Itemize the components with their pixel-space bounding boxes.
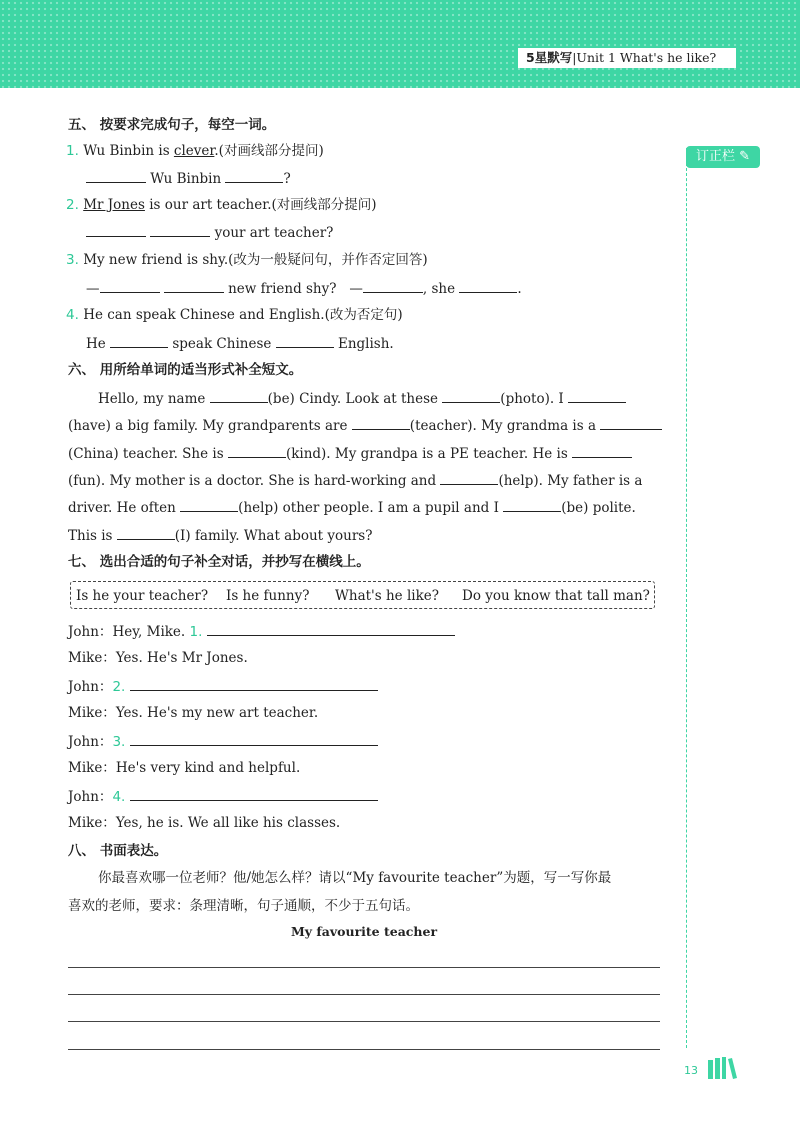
s6-line — [68, 526, 372, 545]
answer-blank[interactable] — [210, 389, 268, 403]
s5-q4 — [66, 306, 403, 324]
answer-blank[interactable] — [572, 444, 632, 458]
answer-blank[interactable] — [225, 169, 283, 183]
correction-column-tag — [686, 146, 760, 168]
header-band — [0, 0, 800, 88]
q4-answer-pre: He — [86, 336, 111, 352]
s6-line — [68, 444, 632, 463]
answer-blank[interactable] — [86, 223, 146, 237]
dialog-line — [68, 704, 318, 722]
answer-blank[interactable] — [442, 389, 500, 403]
option-1: Is he your teacher? — [76, 588, 209, 604]
writing-line[interactable] — [68, 994, 660, 995]
header-label — [518, 48, 736, 68]
s6-line — [68, 498, 636, 517]
q2-underlined: Mr Jones — [83, 197, 145, 213]
answer-blank[interactable] — [568, 389, 626, 403]
q1-underlined: clever — [173, 143, 215, 159]
correction-column-label: 订正栏 — [695, 149, 735, 164]
q2-instruction: is our art teacher.(对画线部分提问) — [144, 197, 377, 213]
dialog-speaker: John： — [68, 624, 113, 640]
essay-title: My favourite teacher — [290, 924, 438, 939]
passage-text: (photo). I — [500, 391, 569, 407]
passage-text: (teacher). My grandma is a — [409, 418, 601, 434]
header-separator: | — [572, 50, 577, 65]
s5-q3 — [66, 251, 428, 269]
option-2: Is he funny? — [226, 588, 310, 604]
option-4: Do you know that tall man? — [462, 588, 650, 604]
answer-blank[interactable] — [363, 279, 423, 293]
s5-q2-answer — [86, 223, 333, 242]
q1-pre: Wu Binbin is — [83, 143, 174, 159]
section-5-title: 五、 按要求完成句子，每空一词。 — [68, 117, 276, 133]
s5-q3-answer — [86, 279, 522, 298]
q4-answer-end: English. — [333, 336, 394, 352]
answer-blank[interactable] — [503, 498, 561, 512]
dialog-text: Hey, Mike. — [112, 624, 190, 640]
s5-q4-answer — [86, 334, 394, 353]
dialog-line — [68, 622, 455, 641]
q3-dash-2: — — [349, 281, 363, 297]
dialog-line — [68, 732, 378, 751]
header-tag: 5星默写 — [526, 50, 573, 65]
dialog-speaker: John： — [68, 789, 113, 805]
passage-text: (help) other people. I am a pupil and I — [238, 500, 504, 516]
dialog-text: Yes. He's Mr Jones. — [115, 650, 248, 666]
dialog-speaker: Mike： — [68, 815, 116, 831]
s5-q2 — [66, 196, 377, 214]
dialog-number: 2. — [112, 679, 126, 695]
q3-answer-mid: new friend shy? — [223, 281, 337, 297]
dialog-speaker: Mike： — [68, 650, 116, 666]
dialog-speaker: Mike： — [68, 705, 116, 721]
s5-q1-answer — [86, 169, 291, 188]
passage-text: (fun). My mother is a doctor. She is hard-working and — [68, 473, 441, 489]
dialog-number: 1. — [189, 624, 203, 640]
option-3: What's he like? — [335, 588, 439, 604]
dialog-line — [68, 787, 378, 806]
dialog-speaker: Mike： — [68, 760, 116, 776]
answer-blank[interactable] — [164, 279, 224, 293]
answer-blank[interactable] — [110, 334, 168, 348]
s6-line — [68, 416, 662, 435]
answer-blank[interactable] — [600, 416, 662, 430]
s5-q1 — [66, 142, 324, 160]
answer-blank[interactable] — [228, 444, 286, 458]
dialog-line — [68, 649, 248, 667]
passage-text: Hello, my name — [98, 391, 210, 407]
answer-blank[interactable] — [440, 471, 498, 485]
s6-line — [68, 471, 642, 490]
q3-number: 3. — [66, 252, 79, 268]
answer-blank[interactable] — [352, 416, 410, 430]
answer-blank[interactable] — [276, 334, 334, 348]
q2-number: 2. — [66, 197, 79, 213]
answer-blank[interactable] — [86, 169, 146, 183]
answer-blank[interactable] — [150, 223, 210, 237]
dialog-number: 4. — [112, 789, 126, 805]
s6-line — [98, 389, 626, 408]
passage-text: driver. He often — [68, 500, 181, 516]
dialog-text: He's very kind and helpful. — [115, 760, 301, 776]
q4-text: He can speak Chinese and English.(改为否定句) — [83, 307, 403, 323]
correction-column-line — [686, 148, 687, 1048]
dialog-line — [68, 677, 378, 696]
dialog-speaker: John： — [68, 679, 113, 695]
passage-text: (kind). My grandpa is a PE teacher. He is — [285, 446, 573, 462]
passage-text: (be) Cindy. Look at these — [267, 391, 443, 407]
q3-answer-mid-2: , she — [422, 281, 460, 297]
q3-text: My new friend is shy.(改为一般疑问句，并作否定回答) — [83, 252, 428, 268]
q3-dash: — — [86, 281, 100, 297]
passage-text: (I) family. What about yours? — [174, 528, 373, 544]
dialog-line — [68, 759, 300, 777]
answer-blank[interactable] — [117, 526, 175, 540]
pencil-icon: ✎ — [739, 149, 751, 164]
writing-prompt-line-2: 喜欢的老师，要求：条理清晰，句子通顺，不少于五句话。 — [68, 898, 419, 914]
passage-text: This is — [68, 528, 117, 544]
passage-text: (help). My father is a — [498, 473, 643, 489]
q1-answer-mid: Wu Binbin — [146, 171, 226, 187]
writing-line[interactable] — [68, 1049, 660, 1050]
dialog-text: Yes, he is. We all like his classes. — [115, 815, 341, 831]
answer-blank[interactable] — [180, 498, 238, 512]
q1-answer-end: ? — [283, 171, 291, 187]
books-icon — [708, 1056, 738, 1080]
q4-answer-mid: speak Chinese — [168, 336, 276, 352]
q2-answer-end: your art teacher? — [210, 225, 334, 241]
answer-blank[interactable] — [130, 732, 378, 746]
answer-blank[interactable] — [130, 787, 378, 801]
writing-line[interactable] — [68, 1021, 660, 1022]
dialog-speaker: John： — [68, 734, 113, 750]
writing-line[interactable] — [68, 967, 660, 968]
q4-number: 4. — [66, 307, 79, 323]
answer-blank[interactable] — [130, 677, 378, 691]
q1-instruction: .(对画线部分提问) — [214, 143, 324, 159]
dialog-line — [68, 814, 340, 832]
answer-blank[interactable] — [100, 279, 160, 293]
page-number: 13 — [684, 1064, 698, 1077]
passage-text: (China) teacher. She is — [68, 446, 228, 462]
writing-prompt-line-1: 你最喜欢哪一位老师？他/她怎么样？请以“My favourite teacher”为题，写一写你最 — [98, 870, 612, 886]
section-7-title: 七、 选出合适的句子补全对话，并抄写在横线上。 — [68, 554, 370, 570]
section-6-title: 六、 用所给单词的适当形式补全短文。 — [68, 362, 303, 378]
passage-text: (have) a big family. My grandparents are — [68, 418, 352, 434]
dialog-text: Yes. He's my new art teacher. — [115, 705, 319, 721]
dialog-number: 3. — [112, 734, 126, 750]
q3-answer-end: . — [517, 281, 522, 297]
answer-blank[interactable] — [207, 622, 455, 636]
section-8-title: 八、 书面表达。 — [68, 843, 168, 859]
q1-number: 1. — [66, 143, 79, 159]
passage-text: (be) polite. — [561, 500, 636, 516]
header-unit: Unit 1 What's he like? — [576, 50, 717, 65]
answer-blank[interactable] — [459, 279, 517, 293]
